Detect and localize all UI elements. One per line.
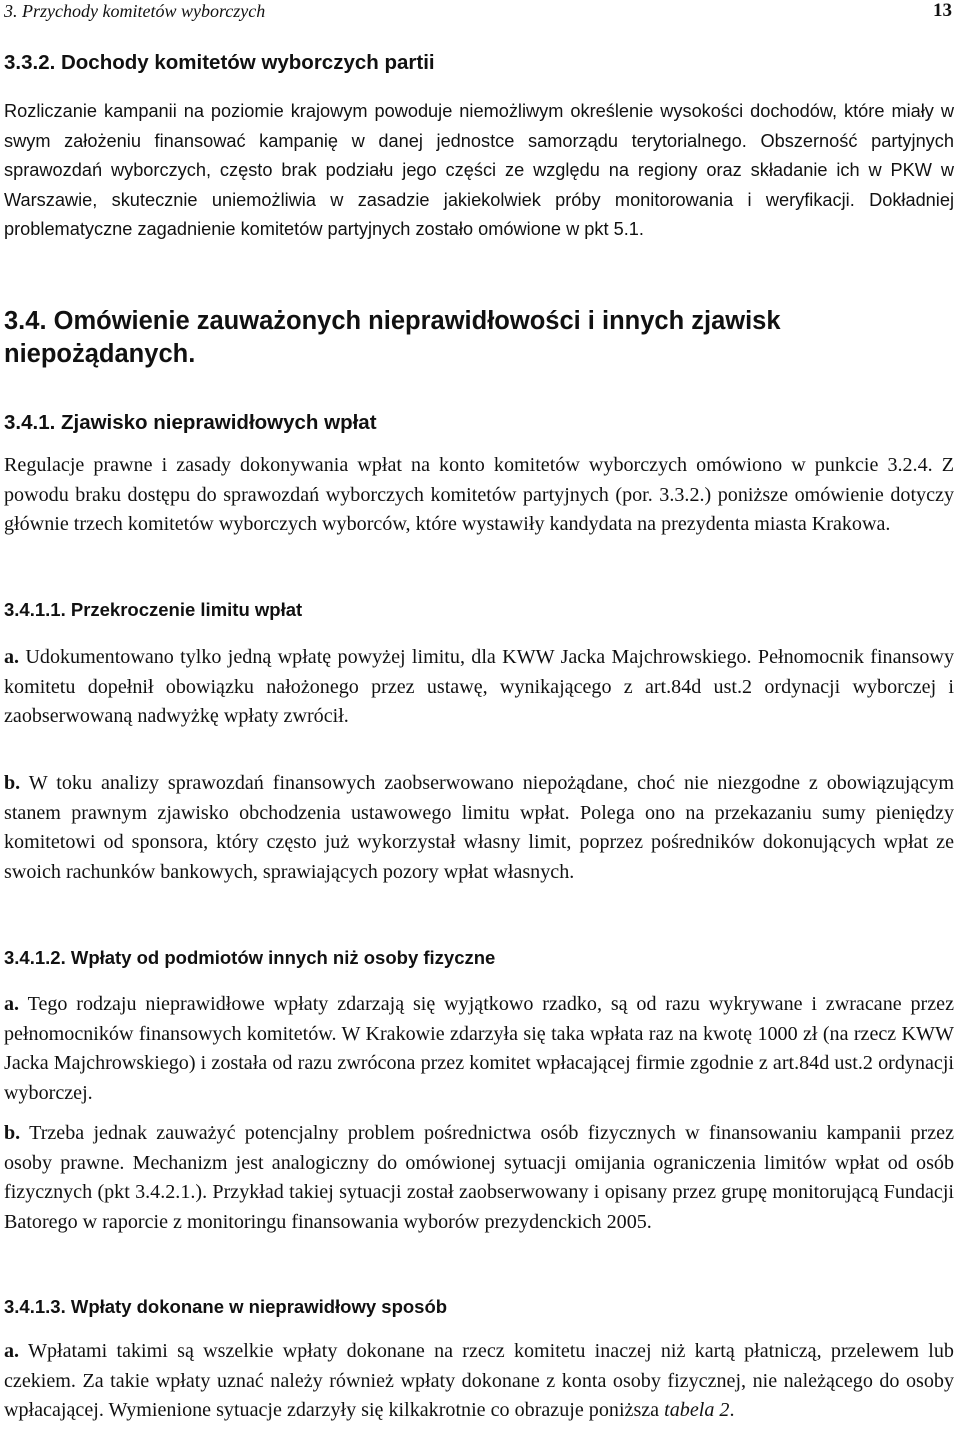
item-label: a. xyxy=(4,993,20,1015)
item-text: Udokumentowano tylko jedną wpłatę powyżej limitu, dla KWW Jacka Majchrowskiego. Pełnomocnik finansowy komitetu dopełnił obowiązku nałożonego przez ustawę, wynikającego z art.84d ust.2 ordynacji wyborczej i zaobserwowaną nadwyżkę wpłaty zwrócił. xyxy=(4,646,954,727)
item-text-end: . xyxy=(729,1399,735,1421)
table-reference-link: tabela 2 xyxy=(664,1399,730,1421)
section-heading-3-4-1-3: 3.4.1.3. Wpłaty dokonane w nieprawidłowy sposób xyxy=(4,1296,448,1317)
item-label: b. xyxy=(4,772,21,794)
item-text: W toku analizy sprawozdań finansowych zaobserwowano niepożądane, choć nie niezgodne z obowiązującym stanem prawnym zjawisko obchodzenia ustawowego limitu wpłat. Polega ono na przekazaniu sumy pieniędzy komitetowi od sponsora, który często już wykorzystał własny limit, poprzez pośredników dokonujących wpłat ze swoich rachunków bankowych, sprawiających pozory wpłat własnych. xyxy=(4,772,954,883)
section-heading-3-4-1: 3.4.1. Zjawisko nieprawidłowych wpłat xyxy=(4,411,377,434)
page-number: 13 xyxy=(933,0,952,21)
paragraph-3-3-2-part1: Rozliczanie kampanii na poziomie krajowym powoduje niemożliwym określenie wysokości dochodów, które miały w swym założeniu finansować kampanię w danej jednostce samorządu terytorialnego. xyxy=(4,101,954,151)
item-3-4-1-1-b xyxy=(4,769,954,887)
section-heading-3-3-2: 3.3.2. Dochody komitetów wyborczych partii xyxy=(4,51,435,74)
item-text: Tego rodzaju nieprawidłowe wpłaty zdarzają się wyjątkowo rzadko, są od razu wykrywane i zwracane przez pełnomocników finansowych komitetów. W Krakowie zdarzyła się taka wpłata raz na kwotę 1000 zł (na rzecz KWW Jacka Majchrowskiego) i została od razu zwrócona przez komitet wpłacającej firmie zgodnie z art.84d ust.2 ordynacji wyborczej. xyxy=(4,993,954,1104)
item-text: Wpłatami takimi są wszelkie wpłaty dokonane na rzecz komitetu inaczej niż kartą płatniczą, przelewem lub czekiem. Za takie wpłaty uznać należy również wpłaty dokonane z konta osoby fizycznej, nie należącego do osoby wpłacającej. Wymienione sytuacje zdarzyły się kilkakrotnie co obrazuje poniższa xyxy=(4,1340,954,1421)
item-3-4-1-2-a xyxy=(4,990,954,1108)
item-label: a. xyxy=(4,1340,20,1362)
item-3-4-1-3-a xyxy=(4,1337,954,1426)
section-heading-3-4-1-1: 3.4.1.1. Przekroczenie limitu wpłat xyxy=(4,599,303,620)
item-3-4-1-1-a xyxy=(4,643,954,732)
item-label: b. xyxy=(4,1122,21,1144)
item-text: Trzeba jednak zauważyć potencjalny problem pośrednictwa osób fizycznych w finansowaniu kampanii przez osoby prawne. Mechanizm jest analogiczny do omówionej sytuacji omijania ograniczenia limitów wpłat od osób fizycznych (pkt 3.4.2.1.). Przykład takiej sytuacji został zaobserwowany i opisany przez grupę monitorującą Fundacji Batorego w raporcie z monitoringu finansowania wyborów prezydenckich 2005. xyxy=(4,1122,954,1233)
paragraph-3-3-2 xyxy=(4,97,954,245)
running-head xyxy=(4,0,954,26)
paragraph-3-4-1: Regulacje prawne i zasady dokonywania wpłat na konto komitetów wyborczych omówiono w punkcie 3.2.4. Z powodu braku dostępu do sprawozdań wyborczych komitetów partyjnych (por. 3.3.2.) poniższe omówienie dotyczy głównie trzech komitetów wyborczych wyborców, które wystawiły kandydata na prezydenta miasta Krakowa. xyxy=(4,454,954,535)
running-head-title: 3. Przychody komitetów wyborczych xyxy=(4,1,266,21)
section-heading-3-4: 3.4. Omówienie zauważonych nieprawidłowości i innych zjawisk niepożądanych. xyxy=(4,307,781,368)
item-label: a. xyxy=(4,646,20,668)
section-heading-3-4-1-2: 3.4.1.2. Wpłaty od podmiotów innych niż osoby fizyczne xyxy=(4,947,496,968)
paragraph-3-3-2-part2: Obszerność partyjnych sprawozdań wyborczych, często brak podziału jego części ze względu na regiony oraz składanie ich w PKW w Warszawie, skutecznie uniemożliwia w zasadzie jakiekolwiek próby monitorowania i weryfikacji. Dokładniej problematyczne zagadnienie komitetów partyjnych zostało omówione w pkt 5.1. xyxy=(4,130,954,239)
item-3-4-1-2-b xyxy=(4,1119,954,1237)
